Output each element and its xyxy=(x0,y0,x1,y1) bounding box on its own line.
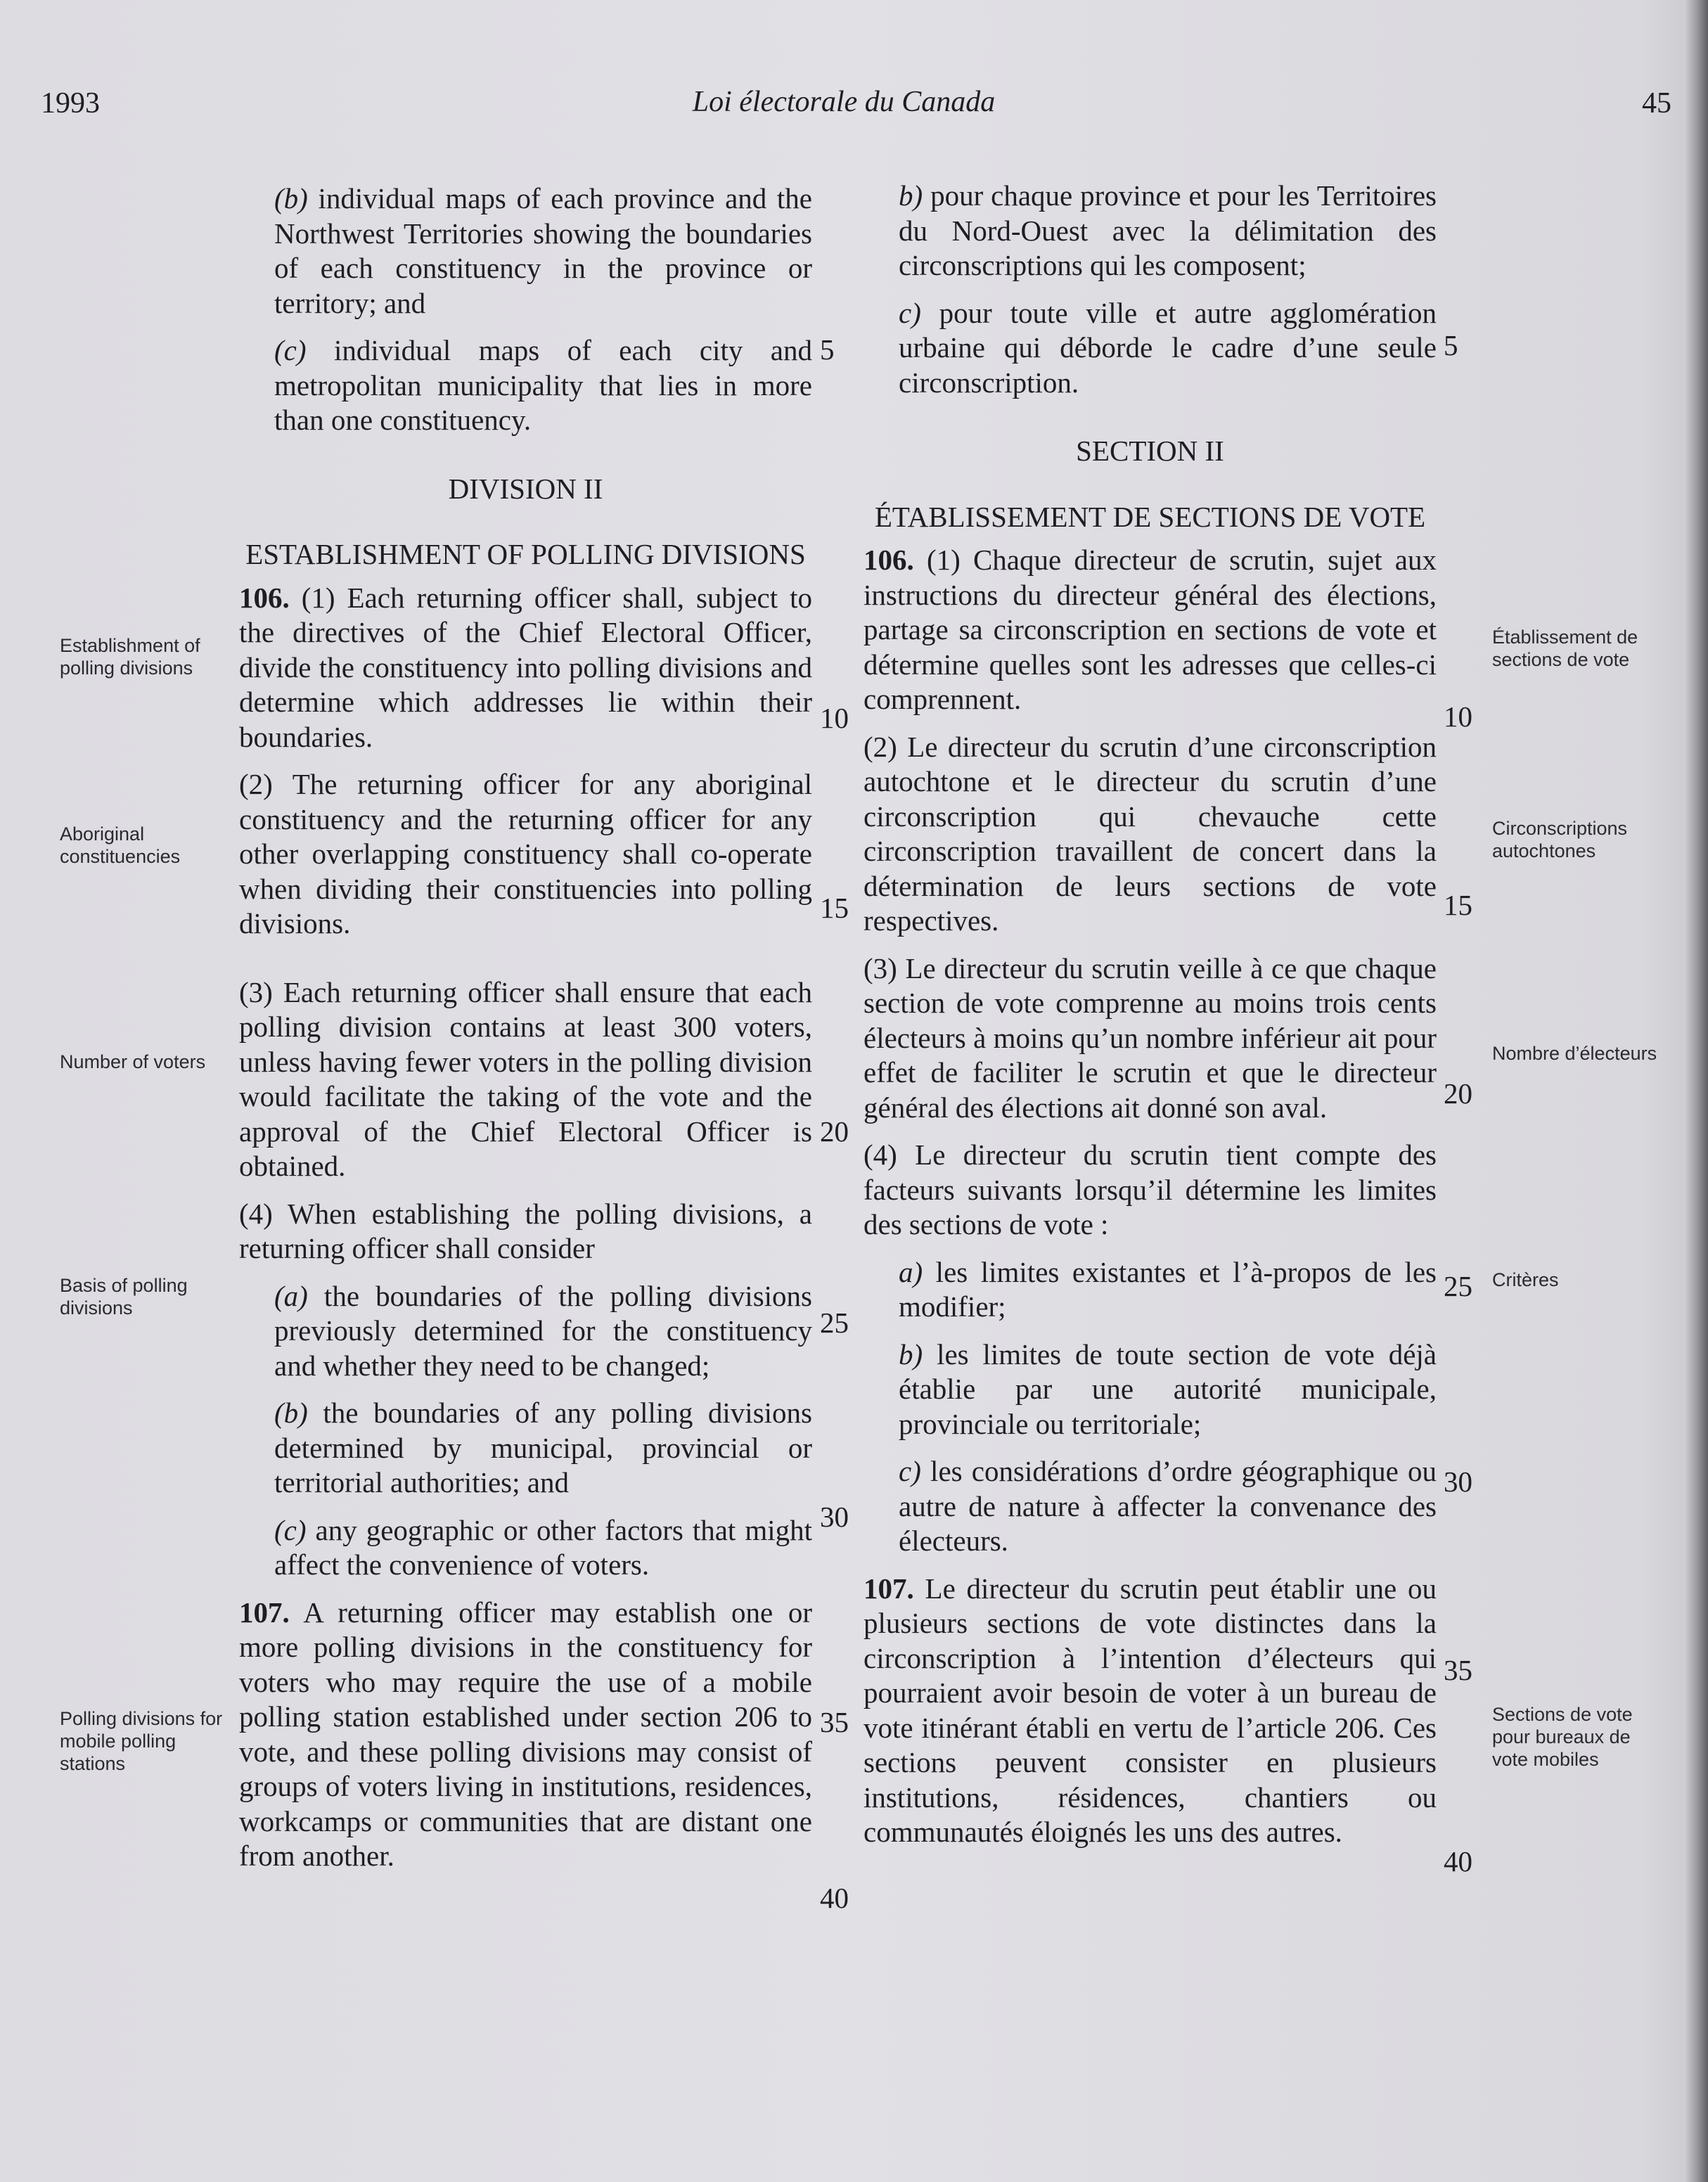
en-para-b: (b) individual maps of each province and the Northwest Territories showing the boundaries of each constituency in the province or territory; and xyxy=(274,182,812,319)
fr-para-c: c) pour toute ville et autre agglomération urbaine qui déborde le cadre d’une seule circonscription. xyxy=(899,296,1437,399)
fr-s107: 107. Le directeur du scrutin peut établir une ou plusieurs sections de vote distinctes dans la circonscription à l’intention d’électeurs qui pourraient avoir besoin de voter à un bureau de vote itinérant établi en vertu de l’article 206. Ces sections peuvent consister en plusieurs institutions, résidences, chantiers ou communautés éloignés les uns des autres. xyxy=(863,1572,1437,1848)
fr-section-heading: ÉTABLISSEMENT DE SECTIONS DE VOTE xyxy=(874,500,1426,533)
fr-margin-note-aboriginal: Circonscriptions autochtones xyxy=(1492,818,1628,861)
fr-s106-4b: b) les limites de toute section de vote déjà établie par une autorité municipale, provinciale ou territoriale; xyxy=(899,1337,1437,1440)
english-column xyxy=(239,181,812,1887)
page-number: 45 xyxy=(1642,87,1671,120)
fr-margin-note-establishment: Établissement de sections de vote xyxy=(1492,627,1638,670)
fr-para-b: b) pour chaque province et pour les Territoires du Nord-Ouest avec la délimitation des circonscriptions qui les composent; xyxy=(899,179,1437,281)
fr-s106-3: (3) Le directeur du scrutin veille à ce que chaque section de vote comprenne au moins trois cents électeurs à moins qu’un nombre inférieur ait pour effet de faciliter le scrutin et que le directeur général des élections ait donné son aval. xyxy=(863,951,1437,1124)
en-line-number: 40 xyxy=(820,1882,849,1914)
fr-s106-2: (2) Le directeur du scrutin d’une circonscription autochtone et le directeur du scrutin d’une circonscription qui chevauche cette circonscription travaillent de concert dans la détermination de leurs sections de vote respectives. xyxy=(863,730,1437,937)
en-line-number: 25 xyxy=(820,1307,849,1339)
en-margin-note-basis: Basis of polling divisions xyxy=(60,1275,188,1318)
french-column xyxy=(863,179,1437,1863)
fr-line-number: 30 xyxy=(1444,1465,1472,1498)
fr-line-number: 10 xyxy=(1444,700,1472,733)
fr-division-label: SECTION II xyxy=(1076,435,1224,467)
fr-line-number: 15 xyxy=(1444,889,1472,921)
en-margin-note-mobile: Polling divisions for mobile polling stations xyxy=(60,1708,223,1774)
en-s106-1: 106. (1) Each returning officer shall, subject to the directives of the Chief Electoral Officer, divide the constituency into polling divisions and determine which addresses lie within their boundaries. xyxy=(239,581,812,753)
en-s106-2: (2) The returning officer for any aboriginal constituency and the returning officer for any other overlapping constituency shall co-operate when dividing their constituencies into polling divisions. xyxy=(239,768,812,939)
en-section-heading: ESTABLISHMENT OF POLLING DIVISIONS xyxy=(245,538,806,570)
fr-line-number: 40 xyxy=(1444,1845,1472,1878)
fr-margin-note-basis: Critères xyxy=(1492,1269,1559,1290)
en-margin-note-voters: Number of voters xyxy=(60,1051,206,1072)
fr-line-number: 5 xyxy=(1444,329,1458,361)
header-title: Loi électorale du Canada xyxy=(692,86,996,118)
en-margin-note-establishment: Establishment of polling divisions xyxy=(60,635,200,679)
en-line-number: 30 xyxy=(820,1501,849,1533)
en-line-number: 35 xyxy=(820,1706,849,1738)
en-line-number: 10 xyxy=(820,702,849,734)
en-s106-4c: (c) any geographic or other factors that might affect the convenience of voters. xyxy=(274,1513,812,1581)
fr-s106-4a: a) les limites existantes et l’à-propos de les modifier; xyxy=(899,1255,1437,1323)
fr-margin-note-mobile: Sections de vote pour bureaux de vote mobiles xyxy=(1492,1704,1633,1770)
fr-s106-4: (4) Le directeur du scrutin tient compte des facteurs suivants lorsqu’il détermine les limites des sections de vote : xyxy=(863,1138,1437,1240)
en-line-number: 15 xyxy=(820,892,849,924)
en-s106-4b: (b) the boundaries of any polling divisions determined by municipal, provincial or territorial authorities; and xyxy=(274,1397,812,1498)
en-s106-4: (4) When establishing the polling divisions, a returning officer shall consider xyxy=(239,1197,812,1264)
fr-margin-note-voters: Nombre d’électeurs xyxy=(1492,1043,1657,1064)
en-s106-3: (3) Each returning officer shall ensure that each polling division contains at least 300 voters, unless having fewer voters in the polling division would facilitate the taking of the vote and the approval of the Chief Electoral Officer is obtained. xyxy=(239,975,812,1182)
en-margin-note-aboriginal: Aboriginal constituencies xyxy=(60,823,181,867)
en-s106-4a: (a) the boundaries of the polling divisions previously determined for the constituency and whether they need to be changed; xyxy=(274,1279,812,1382)
en-line-number: 20 xyxy=(820,1115,849,1148)
fr-line-number: 25 xyxy=(1444,1270,1472,1302)
en-line-number: 5 xyxy=(820,333,835,366)
fr-line-number: 20 xyxy=(1444,1077,1472,1110)
en-s107: 107. A returning officer may establish one or more polling divisions in the constituency for voters who may require the use of a mobile polling station established under section 206 to vote, and these polling divisions may consist of groups of voters living in institutions, residences, workcamps or communities that are distant one from another. xyxy=(239,1596,812,1872)
header-year: 1993 xyxy=(41,87,100,120)
fr-s106-1: 106. (1) Chaque directeur de scrutin, sujet aux instructions du directeur général des élections, partage sa circonscription en sections de vote et détermine quelles sont les adresses que celles-ci comprennent. xyxy=(863,544,1437,715)
en-para-c: (c) individual maps of each city and metropolitan municipality that lies in more than one constituency. xyxy=(274,334,812,436)
page-edge-shadow xyxy=(1684,0,1708,2182)
fr-line-number: 35 xyxy=(1444,1654,1472,1686)
fr-s106-4c: c) les considérations d’ordre géographique ou autre de nature à affecter la convenance des électeurs. xyxy=(899,1455,1437,1557)
en-division-label: DIVISION II xyxy=(448,472,603,505)
